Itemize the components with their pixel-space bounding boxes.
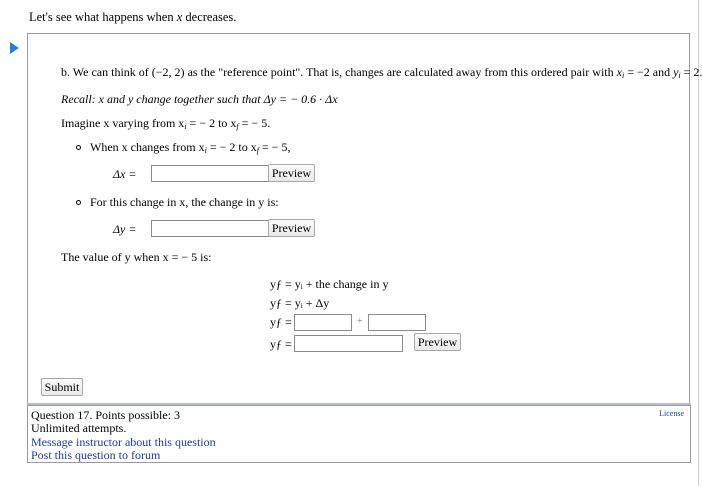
bullet1-text: When x changes from $x_i$ = − 2 to $x_f$ = − 5, [90,140,291,155]
bullet-icon [76,145,81,150]
recall-text: Recall: x and y change together such that Δy = − 0.6 · Δx [61,92,338,106]
eq-line-2: yƒ = yᵢ + Δy [270,296,330,310]
question-points: Question 17. Points possible: 3 [31,408,181,422]
part-b-statement: b. We can think of (−2, 2) as the "reference point". That is, changes are calculated away from this ordered pair with $x_i = -2$ and $y_i = 2$. [61,65,702,80]
license-link[interactable]: License [659,409,684,418]
delta-x-label: Δx = [113,167,137,181]
preview-yf-button[interactable]: Preview [414,333,461,351]
intro-text: Let's see what happens when x decreases. [29,10,237,24]
eq-line-4-label: yƒ = [270,337,292,351]
preview-delta-y-button[interactable]: Preview [268,219,315,237]
play-icon[interactable] [10,42,19,54]
yf-input[interactable] [294,335,403,352]
question-info-box [27,405,691,463]
delta-x-input[interactable] [151,165,270,182]
submit-button[interactable]: Submit [41,378,83,396]
imagine-text: Imagine x varying from $x_i$ = − 2 to $x_f$ = − 5. [61,116,271,131]
delta-y-sum-input[interactable] [368,314,426,331]
value-line-text: The value of y when x = − 5 is: [61,250,212,264]
attempts-text: Unlimited attempts. [31,421,127,435]
eq-line-3-label: yƒ = [270,315,292,329]
bullet2-text: For this change in x, the change in y is: [90,195,279,209]
eq-line-1: yƒ = yᵢ + the change in y [270,277,389,291]
message-instructor-link[interactable]: Message instructor about this question [31,435,216,449]
delta-y-label: Δy = [113,222,137,236]
yi-input[interactable] [294,314,352,331]
plus-sign: + [357,316,363,327]
preview-delta-x-button[interactable]: Preview [268,164,315,182]
post-forum-link[interactable]: Post this question to forum [31,448,161,462]
delta-y-input[interactable] [151,220,270,237]
bullet-icon [76,200,81,205]
